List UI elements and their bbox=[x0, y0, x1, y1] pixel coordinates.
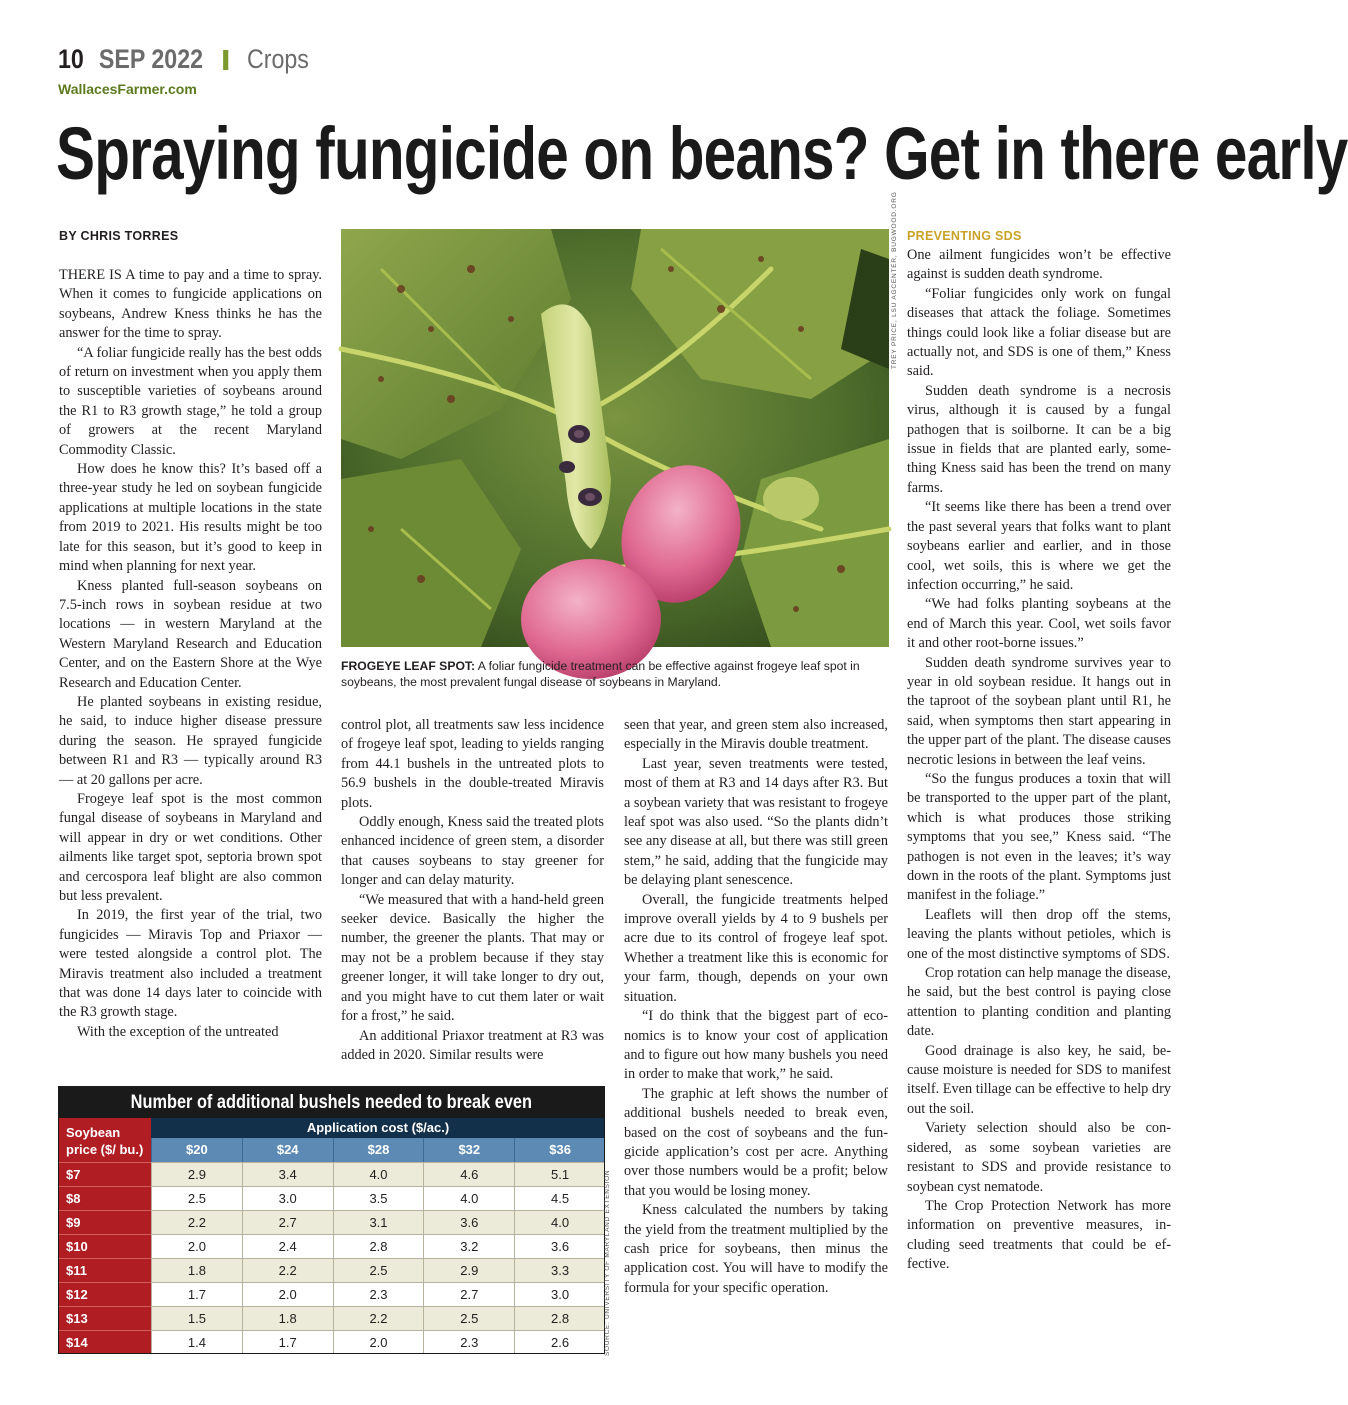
table-cell: 3.3 bbox=[514, 1258, 605, 1282]
table-cell: 3.2 bbox=[423, 1234, 514, 1258]
table-source-text: SOURCE: UNIVERSITY OF MARYLAND EXTENSION bbox=[604, 1169, 611, 1356]
table-cell: 2.0 bbox=[151, 1234, 242, 1258]
sidebar-heading: PREVENTING SDS bbox=[907, 229, 1022, 243]
paragraph-text: In 2019, the first year of the trial, two fungicides — Miravis Top and Priaxor — were tested alongside a control plot. The Miravis treatment also included a treatment that was done 14 days later to coincide with the R3 growth stage. bbox=[59, 907, 322, 1021]
table-cell: 2.3 bbox=[423, 1330, 514, 1354]
paragraph bbox=[59, 790, 322, 906]
page-folio bbox=[58, 44, 309, 75]
paragraph bbox=[624, 716, 888, 755]
table-cell: 2.8 bbox=[333, 1234, 424, 1258]
paragraph bbox=[907, 654, 1171, 770]
paragraph bbox=[624, 1085, 888, 1201]
paragraph-text: Kness calculated the numbers by taking the yield from the treatment multiplied by the cash price for soybeans, then minus the application cost. You will have to modify the formula for your specific operation. bbox=[624, 1202, 888, 1296]
lead-in: THERE IS A bbox=[59, 267, 135, 283]
headline: Spraying fungicide on beans? Get in there early bbox=[56, 112, 1348, 195]
table-column-group-header: Application cost ($/ac.) bbox=[151, 1118, 605, 1138]
paragraph bbox=[341, 813, 604, 891]
paragraph-text: “It seems like there has been a trend over the past several years that folks want to plant soybeans earlier and earlier, and in those cool, wet soils, this is where we get the infection occurring,” he said. bbox=[907, 499, 1171, 593]
folio-divider bbox=[223, 50, 228, 70]
table-cell: 2.2 bbox=[242, 1258, 333, 1282]
table-cell: 3.6 bbox=[423, 1210, 514, 1234]
paragraph-text: With the exception of the untreated bbox=[77, 1023, 279, 1040]
paragraph bbox=[624, 1201, 888, 1298]
table-cell: 2.5 bbox=[151, 1186, 242, 1210]
page-number: 10 bbox=[58, 44, 84, 74]
table-cell: 4.0 bbox=[423, 1186, 514, 1210]
table-row bbox=[58, 1186, 605, 1210]
paragraph-text: One ailment fungicides won’t be effective against is sudden death syndrome. bbox=[907, 247, 1171, 283]
paragraph bbox=[341, 716, 604, 813]
table-cell: 2.4 bbox=[242, 1234, 333, 1258]
paragraph-text: Overall, the fungicide treatments helped improve overall yields by 4 to 9 bushels per acre due to its control of frogeye leaf spot. Whether a treatment like this is economic for your farm, though, depends on your own situation. bbox=[624, 891, 888, 1005]
paragraph-text: Kness planted full-season soybeans on 7.5-inch rows in soybean residue at two locations — in western Maryland at the Western Maryland Research and Education Center, and on the Eastern Shore at the Wye Research and Education Center. bbox=[59, 577, 322, 691]
table-row bbox=[58, 1258, 605, 1282]
table-column-header: $36 bbox=[514, 1138, 605, 1162]
paragraph-text: Sudden death syndrome survives year to year in old soybean residue. It hangs out in the taproot of the soybean plant until R1, he said, when symptoms then start appearing in the upper part of the plant. The disease causes necrotic lesions in between the leaf veins. bbox=[907, 654, 1171, 768]
paragraph bbox=[59, 344, 322, 460]
paragraph bbox=[907, 382, 1171, 498]
table-cell: 1.5 bbox=[151, 1306, 242, 1330]
table-cell: 2.8 bbox=[514, 1306, 605, 1330]
table-cell: 3.5 bbox=[333, 1186, 424, 1210]
photo-credit-text: TREY PRICE, LSU AGCENTER, BUGWOOD.ORG bbox=[891, 191, 898, 369]
table-cell: 2.0 bbox=[242, 1282, 333, 1306]
paragraph-text: Good drainage is also key, he said, because moisture is needed for SDS to manifest itself. Even tillage can be effective to help dry out the soil. bbox=[907, 1042, 1171, 1117]
table-row bbox=[58, 1234, 605, 1258]
paragraph-text: Last year, seven treatments were tested, most of them at R3 and 14 days after R3. But a soybean variety that was resistant to frogeye leaf spot was also used. “So the plants didn’t see any disease at all, but there was still green stem,” he said, adding that the fungicide may be delaying plant senescence. bbox=[624, 755, 889, 889]
table-row bbox=[58, 1282, 605, 1306]
table-cell: 2.0 bbox=[333, 1330, 424, 1354]
soybean-price-label: $13 bbox=[58, 1306, 151, 1330]
frogeye-leaf-spot-photo bbox=[341, 229, 889, 647]
table-cell: 3.0 bbox=[242, 1186, 333, 1210]
soybean-pod-image bbox=[341, 229, 889, 647]
table-column-header: $32 bbox=[423, 1138, 514, 1162]
table-row-header: Soybean price ($/ bu.) bbox=[58, 1118, 151, 1162]
photo-credit bbox=[891, 191, 905, 369]
caption-text: A foliar fungicide treatment can be effective against frogeye leaf spot in soybeans, the most prevalent fungal disease of soybeans in Maryland. bbox=[341, 659, 860, 689]
paragraph-text: Sudden death syndrome is a necrosis virus, although it is caused by a fungal pathogen that is soilborne. It can be a big issue in fields that are planted early, something Kness said has been the trend on many farms. bbox=[907, 382, 1171, 496]
soybean-price-label: $14 bbox=[58, 1330, 151, 1354]
article-column-2 bbox=[341, 716, 604, 1065]
table-cell: 2.2 bbox=[333, 1306, 424, 1330]
table-cell: 4.5 bbox=[514, 1186, 605, 1210]
table-cell: 2.2 bbox=[151, 1210, 242, 1234]
soybean-price-label: $8 bbox=[58, 1186, 151, 1210]
soybean-price-label: $11 bbox=[58, 1258, 151, 1282]
paragraph-text: “A foliar fungicide really has the best odds of return on investment when you apply them to susceptible varieties of soybeans around the R1 to R3 growth stage,” he told a group of growers at the recent Maryland Commodity Classic. bbox=[59, 344, 322, 458]
table-source bbox=[604, 1169, 618, 1360]
paragraph bbox=[59, 693, 322, 790]
table-row bbox=[58, 1306, 605, 1330]
table-cell: 2.3 bbox=[333, 1282, 424, 1306]
paragraph bbox=[624, 891, 888, 1007]
table-row bbox=[58, 1210, 605, 1234]
article-column-1 bbox=[59, 266, 322, 1042]
paragraph bbox=[624, 1007, 888, 1085]
paragraph bbox=[907, 498, 1171, 595]
paragraph bbox=[59, 906, 322, 1022]
table-cell: 2.6 bbox=[514, 1330, 605, 1354]
paragraph bbox=[59, 1023, 322, 1042]
paragraph bbox=[341, 891, 604, 1027]
paragraph bbox=[907, 770, 1171, 906]
table-cell: 3.6 bbox=[514, 1234, 605, 1258]
table-cell: 5.1 bbox=[514, 1162, 605, 1186]
paragraph bbox=[907, 906, 1171, 964]
table-cell: 3.4 bbox=[242, 1162, 333, 1186]
table-cell: 2.5 bbox=[333, 1258, 424, 1282]
paragraph bbox=[907, 1119, 1171, 1197]
table-cell: 2.9 bbox=[423, 1258, 514, 1282]
table-column-header: $20 bbox=[151, 1138, 242, 1162]
paragraph bbox=[341, 1027, 604, 1066]
paragraph-text: Crop rotation can help manage the disease, he said, but the best control is paying close attention to planting condition and planting date. bbox=[907, 965, 1171, 1040]
table-cell: 1.8 bbox=[242, 1306, 333, 1330]
paragraph-text: The Crop Protection Network has more information on preventive measures, including seed treatments that could be effective. bbox=[907, 1197, 1171, 1273]
paragraph bbox=[59, 266, 322, 344]
paragraph bbox=[907, 285, 1171, 382]
soybean-price-label: $9 bbox=[58, 1210, 151, 1234]
paragraph-text: An additional Priaxor treatment at R3 was added in 2020. Similar results were bbox=[341, 1027, 604, 1063]
paragraph bbox=[59, 460, 322, 576]
table-title-text: Number of additional bushels needed to break even bbox=[130, 1092, 533, 1113]
article-column-3 bbox=[624, 716, 888, 1298]
table-column-header: $28 bbox=[333, 1138, 424, 1162]
paragraph-text: “So the fungus produces a toxin that will be transported to the upper part of the plant, which is what produces those striking symptoms that you see,” Kness said. “The pathogen is not even in the leaves; it’s way down in the roots of the plant. Symptoms just manifest in the foliage.” bbox=[907, 770, 1171, 904]
sidebar-column bbox=[907, 246, 1171, 1275]
paragraph-text: How does he know this? It’s based off a three-year study he led on soybean fungicide applications at multiple locations in the state from 2019 to 2021. His results might be too late for this season, but it’s good to keep in mind when planning for next year. bbox=[59, 461, 322, 575]
paragraph-text: time to pay and a time to spray. When it comes to fungicide applications on soybeans, Andrew Kness thinks he has the answer for the time to spray. bbox=[59, 267, 323, 342]
issue-date: SEP 2022 bbox=[98, 44, 204, 74]
paragraph-text: Frogeye leaf spot is the most common fungal disease of soybeans in Maryland and will appear in dry or wet conditions. Other ailments like target spot, septoria brown spot and cercospora leaf blight are also common but less prevalent. bbox=[59, 790, 322, 904]
paragraph-text: “We had folks planting soybeans at the end of March this year. Cool, wet soils favor it and other root-borne issues.” bbox=[907, 596, 1171, 652]
paragraph bbox=[59, 577, 322, 693]
table-row bbox=[58, 1162, 605, 1186]
break-even-table bbox=[58, 1086, 605, 1354]
table-cell: 4.0 bbox=[514, 1210, 605, 1234]
table-cell: 3.0 bbox=[514, 1282, 605, 1306]
paragraph-text: control plot, all treatments saw less incidence of frogeye leaf spot, leading to yields ranging from 44.1 bushels in the untreated plots to 56.9 bushels in the double-treated Miravis plots. bbox=[341, 717, 604, 811]
paragraph-text: seen that year, and green stem also increased, especially in the Miravis double treatment. bbox=[624, 717, 888, 753]
table-cell: 3.1 bbox=[333, 1210, 424, 1234]
soybean-price-label: $12 bbox=[58, 1282, 151, 1306]
paragraph bbox=[907, 595, 1171, 653]
soybean-price-label: $7 bbox=[58, 1162, 151, 1186]
paragraph-text: Oddly enough, Kness said the treated plots enhanced incidence of green stem, a disorder that causes soybeans to stay greener for longer and can delay maturity. bbox=[341, 814, 604, 889]
table-cell: 2.5 bbox=[423, 1306, 514, 1330]
table-cell: 2.7 bbox=[242, 1210, 333, 1234]
table-column-headers bbox=[151, 1138, 605, 1162]
caption-label: FROGEYE LEAF SPOT: bbox=[341, 659, 476, 673]
photo-caption bbox=[341, 658, 886, 690]
paragraph bbox=[624, 755, 888, 891]
table-cell: 4.0 bbox=[333, 1162, 424, 1186]
paragraph bbox=[907, 964, 1171, 1042]
table-cell: 1.7 bbox=[151, 1282, 242, 1306]
paragraph-text: Leaflets will then drop off the stems, leaving the plants without petioles, which is one of the most distinctive symptoms of SDS. bbox=[907, 906, 1171, 962]
paragraph-text: The graphic at left shows the number of additional bushels needed to break even, based on the cost of soybeans and the fungicide application’s cost per acre. Anything over those numbers would be a profit; below that you would be losing money. bbox=[624, 1085, 888, 1199]
paragraph-text: Variety selection should also be considered, as some soybean varieties are resistant to SDS and provide resistance to soybean cyst nematode. bbox=[907, 1120, 1171, 1195]
table-title bbox=[58, 1086, 605, 1118]
table-cell: 1.7 bbox=[242, 1330, 333, 1354]
paragraph-text: “I do think that the biggest part of economics is to know your cost of application and to figure out how many bushels you need in order to make that work,” he said. bbox=[624, 1008, 888, 1083]
table-cell: 2.7 bbox=[423, 1282, 514, 1306]
table-row bbox=[58, 1330, 605, 1354]
paragraph-text: “Foliar fungicides only work on fungal diseases that attack the foliage. Sometimes things could look like a foliar disease but are actually not, and SDS is one of them,” Kness said. bbox=[907, 285, 1171, 380]
soybean-price-label: $10 bbox=[58, 1234, 151, 1258]
table-column-header: $24 bbox=[242, 1138, 333, 1162]
paragraph-text: He planted soybeans in existing residue, he said, to induce higher disease pressure during the season. He sprayed fungicide between R1 and R3 — typically around R3 — at 20 gallons per acre. bbox=[59, 693, 322, 788]
table-cell: 2.9 bbox=[151, 1162, 242, 1186]
paragraph bbox=[907, 1197, 1171, 1275]
table-cell: 4.6 bbox=[423, 1162, 514, 1186]
paragraph-text: “We measured that with a hand-held green seeker device. Basically the higher the number, the greener the plants. That may or may not be a problem because if they stay greener longer, it will take longer to dry out, and you might have to cut them later or wait for a frost,” he said. bbox=[341, 891, 604, 1025]
table-cell: 1.4 bbox=[151, 1330, 242, 1354]
paragraph bbox=[907, 1042, 1171, 1120]
byline: BY CHRIS TORRES bbox=[59, 229, 179, 243]
paragraph bbox=[907, 246, 1171, 285]
table-cell: 1.8 bbox=[151, 1258, 242, 1282]
website-url[interactable]: WallacesFarmer.com bbox=[58, 81, 197, 97]
section-name: Crops bbox=[246, 44, 309, 74]
